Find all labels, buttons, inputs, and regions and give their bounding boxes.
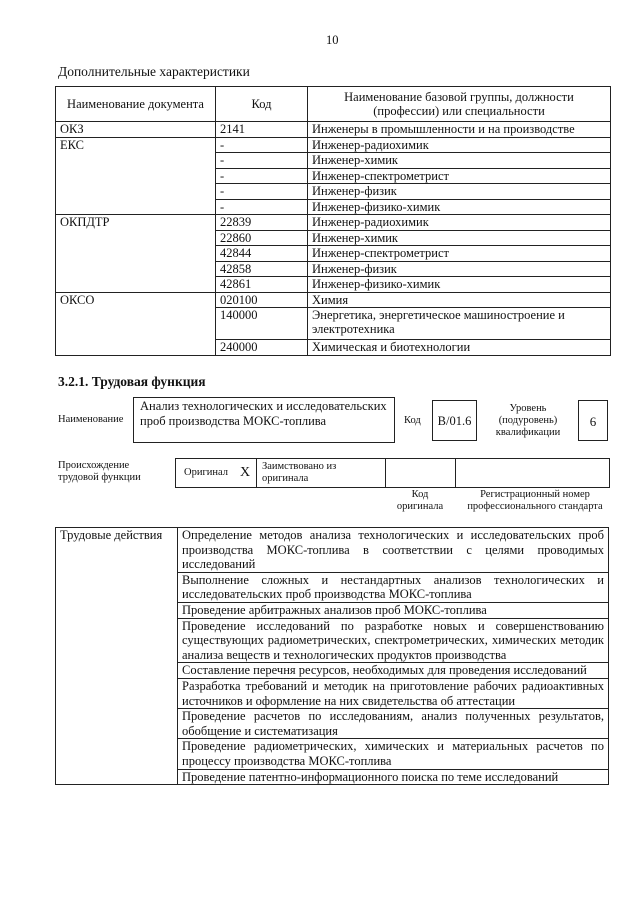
table-row — [56, 137, 611, 153]
page-number: 10 — [326, 33, 339, 47]
header-doc: Наименование документа — [56, 87, 216, 122]
name-cell: Инженер-радиохимик — [308, 137, 611, 153]
original-cell — [175, 458, 257, 488]
labor-action-item: Проведение патентно-информационного поиска по теме исследований — [178, 769, 609, 785]
labor-action-item: Разработка требований и методик на приготовление рабочих радиоактивных источников и оформление на них свидетельства об аттестации — [178, 678, 609, 708]
original-mark: X — [240, 465, 251, 480]
labor-action-item: Проведение радиометрических, химических и материальных расчетов по процессу производства МОКС-топлива — [178, 739, 609, 769]
reg-number-field — [455, 458, 610, 488]
labor-label: Трудовые действия — [56, 528, 178, 785]
table-row — [56, 215, 611, 231]
orig-code-label: Код оригинала — [396, 489, 444, 512]
table-header-row — [56, 87, 611, 122]
code-cell: 020100 — [216, 292, 308, 308]
reg-number-label: Регистрационный номер профессионального стандарта — [467, 489, 603, 512]
table-row — [56, 292, 611, 308]
labor-action-item: Составление перечня ресурсов, необходимых для проведения исследований — [178, 663, 609, 679]
code-cell: 2141 — [216, 122, 308, 138]
code-cell: 22860 — [216, 230, 308, 246]
function-code-field: B/01.6 — [432, 400, 477, 441]
code-cell: - — [216, 184, 308, 200]
labor-action-item: Проведение арбитражных анализов проб МОКС-топлива — [178, 602, 609, 618]
code-label: Код — [404, 415, 421, 426]
code-cell: 240000 — [216, 340, 308, 356]
code-cell: 140000 — [216, 308, 308, 340]
code-cell: 22839 — [216, 215, 308, 231]
name-cell: Инженер-физико-химик — [308, 277, 611, 293]
name-cell: Инженер-физико-химик — [308, 199, 611, 215]
code-cell: - — [216, 199, 308, 215]
name-cell: Инженер-спектрометрист — [308, 168, 611, 184]
doc-name-cell: ОКСО — [56, 292, 216, 355]
orig-code-field — [385, 458, 456, 488]
original-label: Оригинал — [184, 467, 228, 478]
name-cell: Инженер-химик — [308, 153, 611, 169]
name-label: Наименование — [58, 414, 124, 425]
doc-name-cell: ОКПДТР — [56, 215, 216, 293]
code-cell: - — [216, 168, 308, 184]
code-cell: - — [216, 137, 308, 153]
doc-name-cell: ЕКС — [56, 137, 216, 215]
name-cell: Инженер-спектрометрист — [308, 246, 611, 262]
doc-name-cell: ОКЗ — [56, 122, 216, 138]
code-cell: 42844 — [216, 246, 308, 262]
code-cell: 42858 — [216, 261, 308, 277]
section-title-additional: Дополнительные характеристики — [58, 64, 250, 79]
name-cell: Инженер-радиохимик — [308, 215, 611, 231]
labor-action-item: Проведение расчетов по исследованиям, анализ полученных результатов, обобщение и систематизация — [178, 709, 609, 739]
name-cell: Инженеры в промышленности и на производстве — [308, 122, 611, 138]
name-cell: Инженер-физик — [308, 261, 611, 277]
origin-label: Происхождение трудовой функции — [58, 460, 141, 483]
name-cell: Химическая и биотехнологии — [308, 340, 611, 356]
additional-characteristics-table — [55, 86, 611, 356]
code-cell: 42861 — [216, 277, 308, 293]
section-title-function: 3.2.1. Трудовая функция — [58, 374, 206, 389]
header-name: Наименование базовой группы, должности (профессии) или специальности — [308, 87, 611, 122]
name-cell: Инженер-физик — [308, 184, 611, 200]
labor-actions-table — [55, 527, 609, 785]
labor-action-item: Выполнение сложных и нестандартных анализов технологических и исследовательских проб производства МОКС-топлива — [178, 572, 609, 602]
code-cell: - — [216, 153, 308, 169]
borrowed-cell: Заимствовано из оригинала — [256, 458, 386, 488]
level-field: 6 — [578, 400, 608, 441]
name-cell: Химия — [308, 292, 611, 308]
name-cell: Инженер-химик — [308, 230, 611, 246]
table-row — [56, 122, 611, 138]
labor-action-item: Определение методов анализа технологических и исследовательских проб производства МОКС-топлива в соответствии с целями проводимых исследований — [178, 528, 609, 573]
labor-action-item: Проведение исследований по разработке новых и совершенствованию существующих радиометрических, спектрометрических, химических методик анализа веществ и технологических продуктов производства — [178, 618, 609, 663]
labor-row — [56, 528, 609, 573]
header-code: Код — [216, 87, 308, 122]
name-cell: Энергетика, энергетическое машиностроение и электротехника — [308, 308, 611, 340]
level-label: Уровень (подуровень) квалификации — [495, 403, 561, 438]
function-name-field: Анализ технологических и исследовательских проб производства МОКС-топлива — [133, 397, 395, 443]
